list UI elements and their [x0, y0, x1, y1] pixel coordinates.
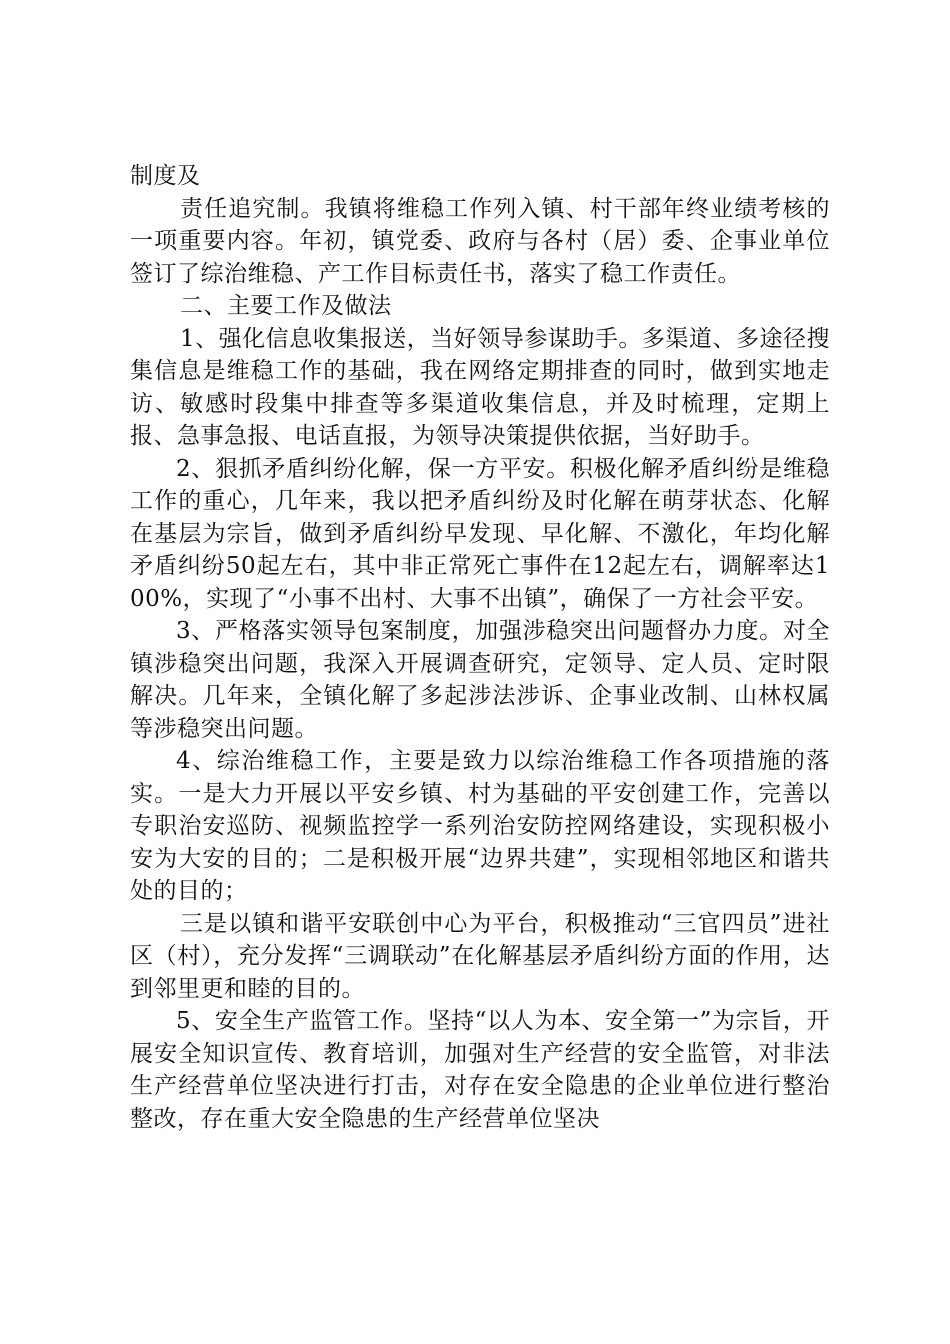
- paragraph-heading-fragment: 制度及: [130, 163, 201, 189]
- paragraph-item-4: 4、综治维稳工作，主要是致力以综治维稳工作各项措施的落实。一是大力开展以平安乡镇、村为基础的平安创建工作，完善以专职治安巡防、视频监控学一系列治安防控网络建设，实现积极小安为大安的目的；二是积极开展“边界共建”，实现相邻地区和谐共处的目的；: [130, 748, 830, 904]
- paragraph-item-3: 3、严格落实领导包案制度，加强涉稳突出问题督办力度。对全镇涉稳突出问题，我深入开展调查研究，定领导、定人员、定时限解决。几年来，全镇化解了多起涉法涉诉、企事业改制、山林权属等涉稳突出问题。: [130, 618, 830, 742]
- section-heading: 二、主要工作及做法: [180, 293, 392, 319]
- document-body: [130, 160, 830, 1135]
- paragraph-item-1: 1、强化信息收集报送，当好领导参谋助手。多渠道、多途径搜集信息是维稳工作的基础，我在网络定期排查的同时，做到实地走访、敏感时段集中排查等多渠道收集信息，并及时梳理，定期上报、急事急报、电话直报，为领导决策提供依据，当好助手。: [130, 325, 830, 449]
- paragraph-item-4-continued: 三是以镇和谐平安联创中心为平台，积极推动“三官四员”进社区（村），充分发挥“三调联动”在化解基层矛盾纠纷方面的作用，达到邻里更和睦的目的。: [130, 910, 830, 1002]
- paragraph-responsibility: 责任追究制。我镇将维稳工作列入镇、村干部年终业绩考核的一项重要内容。年初，镇党委、政府与各村（居）委、企事业单位签订了综治维稳、产工作目标责任书，落实了稳工作责任。: [130, 195, 830, 287]
- paragraph-item-5: 5、安全生产监管工作。坚持“以人为本、安全第一”为宗旨，开展安全知识宣传、教育培训，加强对生产经营的安全监管，对非法生产经营单位坚决进行打击，对存在安全隐患的企业单位进行整治整改，存在重大安全隐患的生产经营单位坚决: [130, 1008, 830, 1132]
- paragraph-item-2: 2、狠抓矛盾纠纷化解，保一方平安。积极化解矛盾纠纷是维稳工作的重心，几年来，我以把矛盾纠纷及时化解在萌芽状态、化解在基层为宗旨，做到矛盾纠纷早发现、早化解、不激化，年均化解矛盾纠纷50起左右，其中非正常死亡事件在12起左右，调解率达100%，实现了“小事不出村、大事不出镇”，确保了一方社会平安。: [130, 455, 830, 612]
